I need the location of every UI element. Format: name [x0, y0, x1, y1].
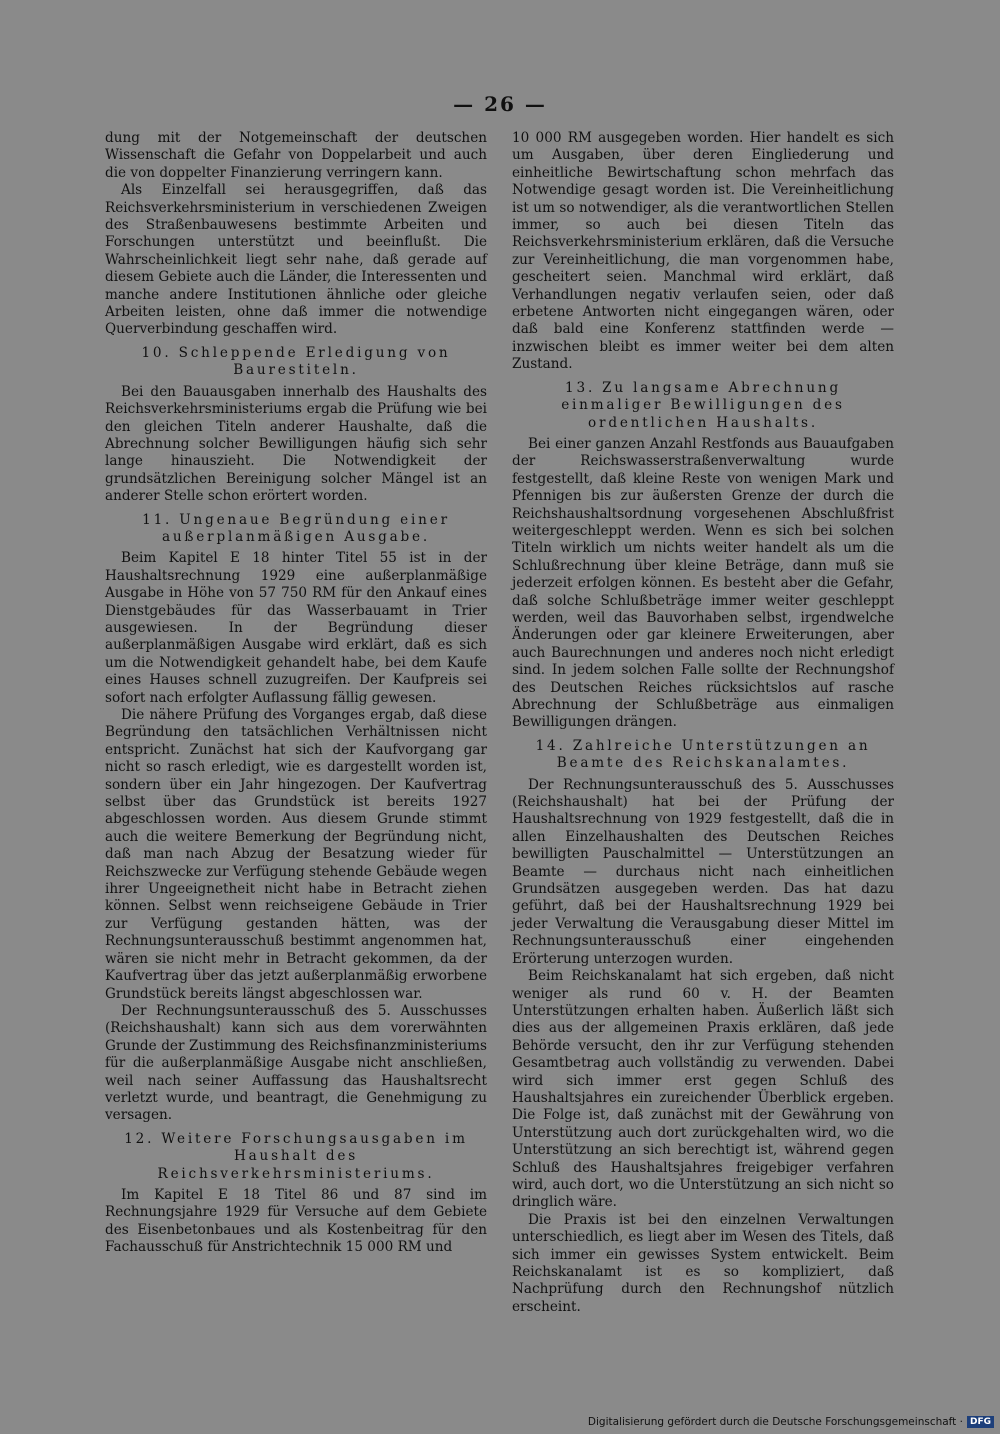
section-heading-14: 14. Zahlreiche Unterstützungen an Beamte des Reichskanalamtes. [535, 737, 871, 772]
paragraph: Die nähere Prüfung des Vorganges ergab, daß diese Begründung den tatsächlichen Verhältnissen nicht entspricht. Zunächst hat sich der Kaufvorgang gar nicht so rasch erledigt, wie es dargestellt worden ist, sondern über ein Jahr hingezogen. Der Kaufvertrag selbst über das Grundstück ist bereits 1927 abgeschlossen worden. Aus diesem Grunde stimmt auch die weitere Bemerkung der Begründung nicht, daß man nach Abzug der Besatzung wieder für Reichszwecke zur Verfügung stehende Gebäude wegen ihrer Ungeeignetheit nicht habe in Betracht ziehen können. Selbst wenn reichseigene Gebäude in Trier zur Verfügung gestanden hätten, was der Rechnungsunterausschuß bestimmt angenommen hat, wären sie nicht mehr in Betracht gekommen, da der Kaufvertrag über das jetzt außerplanmäßig erworbene Grundstück bereits längst abgeschlossen war. [105, 707, 487, 1002]
left-column [105, 130, 487, 1257]
paragraph: Der Rechnungsunterausschuß des 5. Ausschusses (Reichshaushalt) hat bei der Prüfung der Haushaltsrechnung von 1929 festgestellt, daß die in allen Einzelhaushalten des Deutschen Reiches bewilligten Pauschalmittel — Unterstützungen an Beamte — durchaus nicht nach einheitlichen Grundsätzen ausgegeben werden. Das hat dazu geführt, daß bei der Haushaltsrechnung 1929 bei jeder Verwaltung die Verausgabung dieser Mittel im Rechnungsunterausschuß einer eingehenden Erörterung unterzogen wurden. [512, 776, 894, 967]
paragraph: 10 000 RM ausgegeben worden. Hier handelt es sich um Ausgaben, über deren Eingliederung und einheitliche Bewirtschaftung schon mehrfach das Notwendige gesagt worden ist. Die Vereinheitlichung ist um so notwendiger, als die verantwortlichen Stellen immer, so auch bei diesen Titeln das Reichsverkehrsministerium erklären, daß die Versuche zur Vereinheitlichung, die man vorgenommen habe, gescheitert seien. Manchmal wird erklärt, daß Verhandlungen negativ verlaufen seien, oder daß erbetene Antworten nicht eingegangen wären, oder daß bald eine Konferenz stattfinden werde — inzwischen bleibt es immer weiter bei dem alten Zustand. [512, 130, 894, 373]
section-heading-10: 10. Schleppende Erledigung von Baurestiteln. [141, 344, 451, 379]
dfg-logo: DFG [967, 1416, 994, 1428]
footer-text: Digitalisierung gefördert durch die Deutsche Forschungsgemeinschaft · [587, 1416, 963, 1428]
section-heading-12: 12. Weitere Forschungsausgaben im Haushalt des Reichsverkehrsministeriums. [124, 1130, 468, 1182]
section-heading-13: 13. Zu langsame Abrechnung einmaliger Bewilligungen des ordentlichen Haushalts. [561, 379, 845, 431]
right-column [512, 130, 894, 1316]
paragraph: Die Praxis ist bei den einzelnen Verwaltungen unterschiedlich, es liegt aber im Wesen des Titels, daß sich immer ein gewisses System entwickelt. Beim Reichskanalamt ist es so kompliziert, daß Nachprüfung durch den Rechnungshof nützlich erscheint. [512, 1211, 894, 1315]
footer [588, 1416, 994, 1428]
paragraph: Beim Reichskanalamt hat sich ergeben, daß nicht weniger als rund 60 v. H. der Beamten Unterstützungen erhalten haben. Äußerlich läßt sich dies aus der allgemeinen Praxis erklären, daß jede Behörde versucht, den ihr zur Verfügung stehenden Gesamtbetrag auch vollständig zu verwenden. Dabei wird sich immer erst gegen Schluß des Haushaltsjahres ein zureichender Überblick ergeben. Die Folge ist, daß zunächst mit der Gewährung von Unterstützung auch dort zurückgehalten wird, wo die Unterstützung an sich berechtigt ist, während gegen Schluß des Haushaltsjahres freigebiger verfahren wird, auch dort, wo die Unterstützung an sich nicht so dringlich wäre. [512, 968, 894, 1211]
page-number: — 26 — [453, 92, 547, 116]
paragraph: Im Kapitel E 18 Titel 86 und 87 sind im Rechnungsjahre 1929 für Versuche auf dem Gebiete des Eisenbetonbaues und als Kostenbeitrag für den Fachausschuß für Anstrichtechnik 15 000 RM und [105, 1186, 487, 1256]
section-heading-11: 11. Ungenaue Begründung einer außerplanmäßigen Ausgabe. [142, 511, 450, 545]
paragraph: Der Rechnungsunterausschuß des 5. Ausschusses (Reichshaushalt) kann sich aus dem vorerwähnten Grunde der Zustimmung des Reichsfinanzministeriums für die außerplanmäßige Ausgabe nicht anschließen, weil nach seiner Auffassung das Haushaltsrecht verletzt wurde, und beantragt, die Genehmigung zu versagen. [105, 1002, 487, 1124]
paragraph: Beim Kapitel E 18 hinter Titel 55 ist in der Haushaltsrechnung 1929 eine außerplanmäßige Ausgabe in Höhe von 57 750 RM für den Ankauf eines Dienstgebäudes für das Wasserbauamt in Trier ausgewiesen. In der Begründung dieser außerplanmäßigen Ausgabe wird erklärt, daß es sich um die Notwendigkeit gehandelt habe, bei dem Kaufe eines Hauses schnell zuzugreifen. Der Kaufpreis sei sofort nach erfolgter Auflassung fällig gewesen. [105, 550, 487, 706]
paragraph: Als Einzelfall sei herausgegriffen, daß das Reichsverkehrsministerium in verschiedenen Zweigen des Straßenbauwesens bestimmte Arbeiten und Forschungen unterstützt und beeinflußt. Die Wahrscheinlichkeit liegt sehr nahe, daß gerade auf diesem Gebiete auch die Länder, die Interessenten und manche andere Institutionen ähnliche oder gleiche Arbeiten leisten, ohne daß immer die notwendige Querverbindung geschaffen wird. [105, 182, 487, 338]
paragraph: Bei einer ganzen Anzahl Restfonds aus Bauaufgaben der Reichswasserstraßenverwaltung wurde festgestellt, daß kleine Reste von wenigen Mark und Pfennigen bis zur äußersten Grenze der durch die Reichshaushaltsordnung vorgesehenen Abschlußfrist weitergeschleppt werden. Wenn es sich bei solchen Titeln wirklich um nichts weiter handelt als um die Schlußrechnung über kleine Beträge, dann muß sie jederzeit erfolgen können. Es besteht aber die Gefahr, daß solche Schlußbeträge immer weiter geschleppt werden, weil das Bauvorhaben selbst, irgendwelche Änderungen oder gar kleinere Erweiterungen, aber auch Baurechnungen und anderes noch nicht erledigt sind. In jedem solchen Falle sollte der Rechnungshof des Deutschen Reiches rücksichtslos auf rasche Abrechnung der Schlußbeträge aus einmaligen Bewilligungen drängen. [512, 435, 894, 731]
paragraph: Bei den Bauausgaben innerhalb des Haushalts des Reichsverkehrsministeriums ergab die Prüfung wie bei den gleichen Titeln anderer Haushalte, daß die Abrechnung solcher Bewilligungen häufig sich sehr lange hinauszieht. Die Notwendigkeit der grundsätzlichen Bereinigung solcher Mängel ist an anderer Stelle schon erörtert worden. [105, 383, 487, 505]
paragraph: dung mit der Notgemeinschaft der deutschen Wissenschaft die Gefahr von Doppelarbeit und auch die von doppelter Finanzierung verringern kann. [105, 130, 487, 181]
